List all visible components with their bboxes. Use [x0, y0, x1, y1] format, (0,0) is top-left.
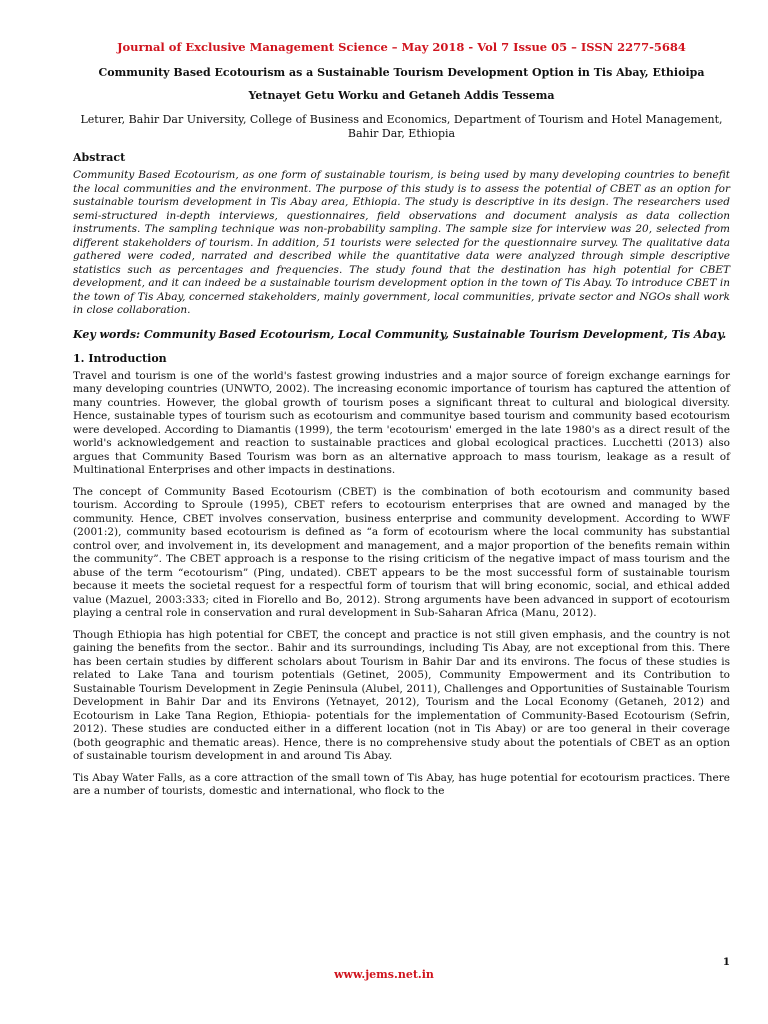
body-paragraph: Tis Abay Water Falls, as a core attraction of the small town of Tis Abay, has huge potential for ecotourism practices. There are a number of tourists, domestic and international, who flock to the [73, 771, 730, 797]
paper-title: Community Based Ecotourism as a Sustainable Tourism Development Option in Tis Abay, Ethioipa [98, 66, 705, 79]
abstract-text: Community Based Ecotourism, as one form of sustainable tourism, is being used by many developing countries to benefit the local communities and the environment. The purpose of this study is to assess the potential of CBET as an option for sustainable tourism development in Tis Abay area, Ethiopia. The study is descriptive in its design. The researchers used semi-structured in-depth interviews, questionnaires, field observations and document analysis as data collection instruments. The sampling technique was non-probability sampling. The sample size for interview was 20, selected from different stakeholders of tourism. In addition, 51 tourists were selected for the questionnaire survey. The qualitative data gathered were coded, narrated and described while the quantitative data were analyzed through simple descriptive statistics such as percentages and frequencies. The study found that the destination has high potential for CBET development, and it can indeed be a sustainable tourism development option in the town of Tis Abay. To introduce CBET in the town of Tis Abay, concerned stakeholders, mainly government, local communities, private sector and NGOs shall work in close collaboration. [73, 169, 730, 316]
journal-header: Journal of Exclusive Management Science – May 2018 - Vol 7 Issue 05 – ISSN 2277-5684 [117, 40, 686, 54]
body-paragraph: Though Ethiopia has high potential for CBET, the concept and practice is not still given emphasis, and the country is not gaining the benefits from the sector.. Bahir and its surroundings, including Tis Abay, are not exceptional from this. There has been certain studies by different scholars about Tourism in Bahir Dar and its environs. The focus of these studies is related to Lake Tana and tourism potentials (Getinet, 2005), Community Empowerment and its Contribution to Sustainable Tourism Development in Zegie Peninsula (Alubel, 2011), Challenges and Opportunities of Sustainable Tourism Development in Bahir Dar and its Environs (Yetnayet, 2012), Tourism and the Local Economy (Getaneh, 2012) and Ecotourism in Lake Tana Region, Ethiopia- potentials for the implementation of Community-Based Ecotourism (Sefrin, 2012). These studies are conducted either in a different location (not in Tis Abay) or are too general in their coverage (both geographic and thematic areas). Hence, there is no comprehensive study about the potentials of CBET as an option of sustainable tourism development in and around Tis Abay. [73, 628, 730, 762]
body-paragraph: The concept of Community Based Ecotourism (CBET) is the combination of both ecotourism and community based tourism. According to Sproule (1995), CBET refers to ecotourism enterprises that are owned and managed by the community. Hence, CBET involves conservation, business enterprise and community development. According to WWF (2001:2), community based ecotourism is defined as “a form of ecotourism where the local community has substantial control over, and involvement in, its development and management, and a major proportion of the benefits remain within the community”. The CBET approach is a response to the rising criticism of the negative impact of mass tourism and the abuse of the term “ecotourism” (Ping, undated). CBET appears to be the most successful form of sustainable tourism because it meets the societal request for a respectful form of tourism that will bring economic, social, and ethical added value (Mazuel, 2003:333; cited in Fiorello and Bo, 2012). Strong arguments have been advanced in support of ecotourism playing a central role in conservation and rural development in Sub-Saharan Africa (Manu, 2012). [73, 485, 730, 619]
section-heading-introduction: 1. Introduction [73, 351, 167, 365]
paper-authors: Yetnayet Getu Worku and Getaneh Addis Tessema [248, 89, 555, 102]
abstract-heading: Abstract [73, 151, 126, 164]
footer-website-link[interactable]: www.jems.net.in [334, 968, 434, 981]
page-number: 1 [722, 956, 730, 968]
body-paragraph: Travel and tourism is one of the world's fastest growing industries and a major source of foreign exchange earnings for many developing countries (UNWTO, 2002). The increasing economic importance of tourism has captured the attention of many countries. However, the global growth of tourism poses a significant threat to cultural and biological diversity. Hence, sustainable types of tourism such as ecotourism and communitye based tourism and community based ecotourism were developed. According to Diamantis (1999), the term 'ecotourism' emerged in the late 1980's as a direct result of the world's acknowledgement and reaction to sustainable practices and global ecological practices. Lucchetti (2013) also argues that Community Based Tourism was born as an alternative approach to mass tourism, leakage as a result of Multinational Enterprises and other impacts in destinations. [73, 369, 730, 476]
paper-page [73, 40, 730, 807]
keywords: Key words: Community Based Ecotourism, Local Community, Sustainable Tourism Development, Tis Abay. [73, 327, 727, 341]
author-affiliation: Leturer, Bahir Dar University, College of Business and Economics, Department of Tourism and Hotel Management, Bahir Dar, Ethiopia [80, 113, 723, 140]
